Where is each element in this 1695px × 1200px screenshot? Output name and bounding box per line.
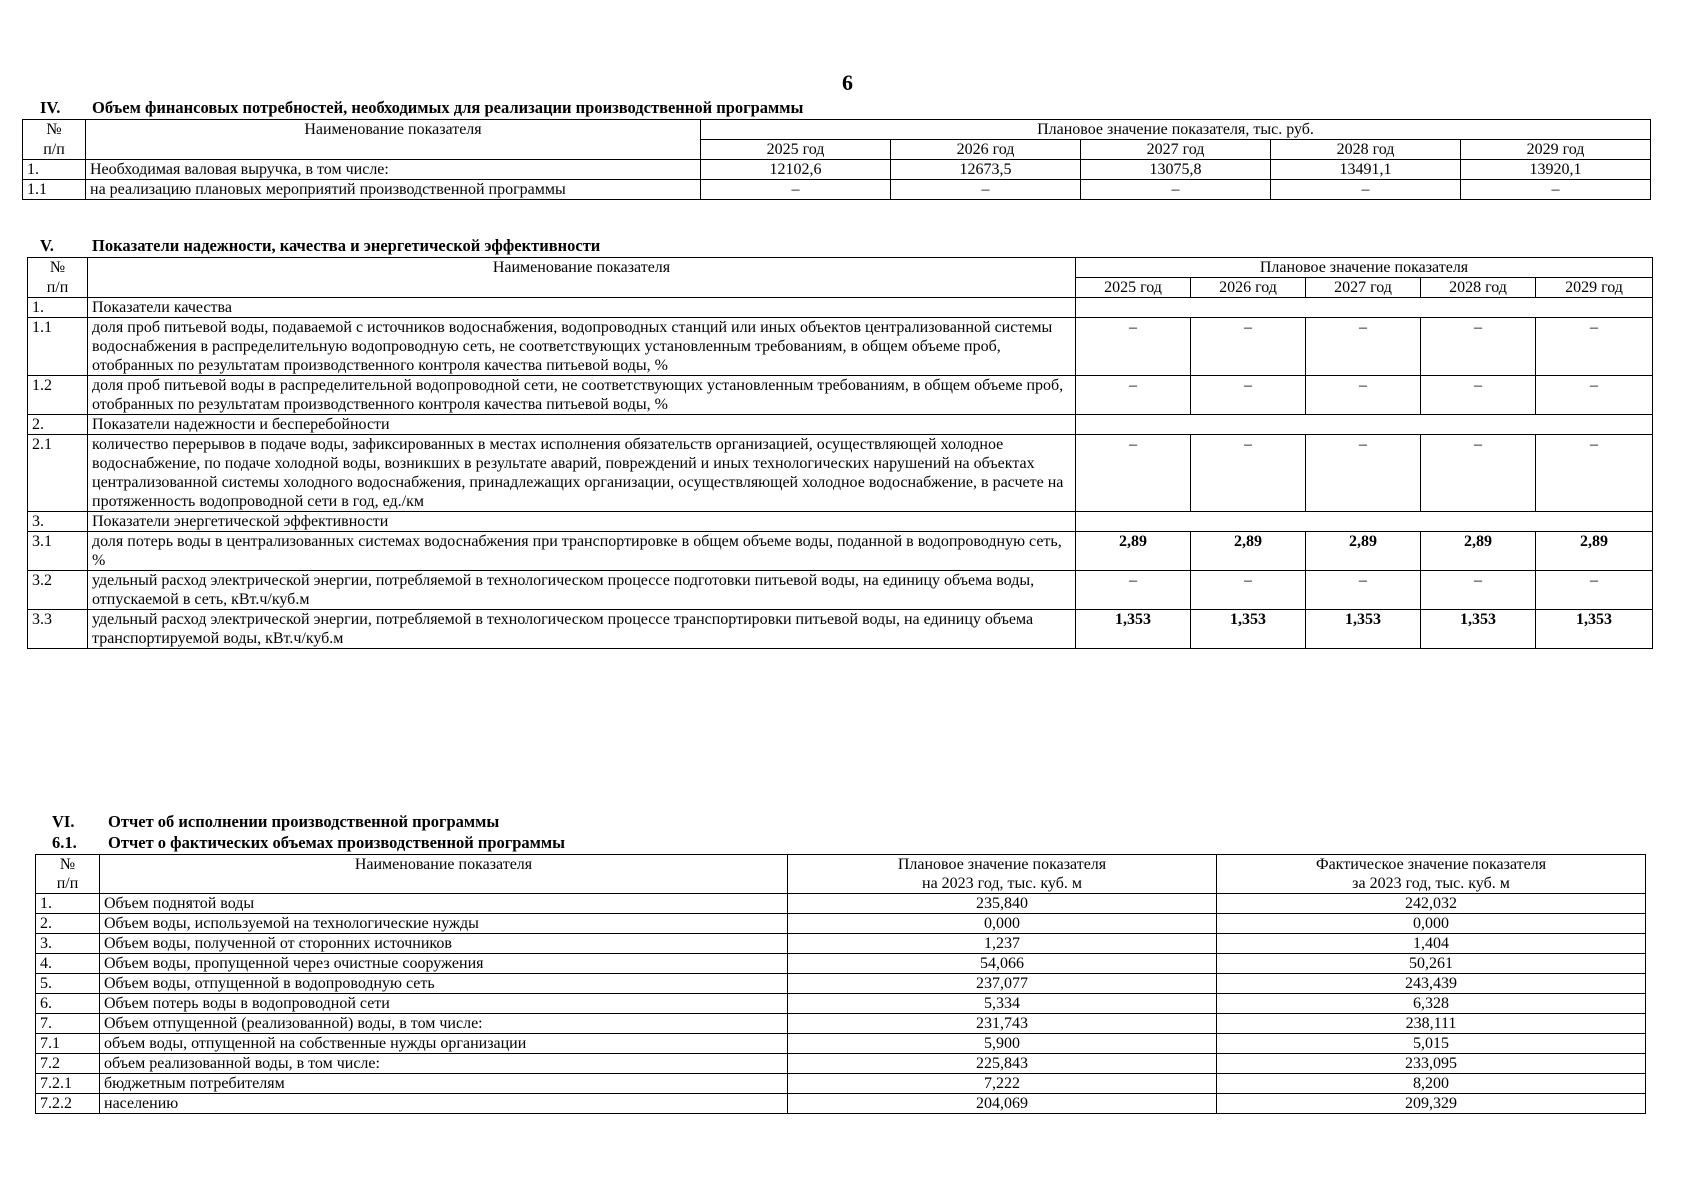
row-value: – — [1191, 435, 1306, 512]
row-value: – — [1306, 318, 1421, 376]
col-number-header: № — [28, 258, 88, 278]
section-6-title: Отчет об исполнении производственной программы — [108, 812, 500, 831]
year-header: 2028 год — [1271, 140, 1461, 160]
year-header: 2025 год — [1076, 278, 1191, 298]
section-6-number: VI. — [52, 812, 75, 831]
row-value: 1,353 — [1421, 610, 1536, 649]
row-number: 1. — [36, 894, 100, 914]
row-value: – — [1076, 376, 1191, 415]
row-plan-value: 235,840 — [788, 894, 1217, 914]
row-number: 3. — [36, 934, 100, 954]
year-header: 2026 год — [891, 140, 1081, 160]
row-name: бюджетным потребителям — [100, 1074, 788, 1094]
row-value: – — [1076, 571, 1191, 610]
row-plan-value: 0,000 — [788, 914, 1217, 934]
table-row — [36, 1094, 1646, 1114]
row-number: 1.1 — [23, 180, 86, 200]
year-header: 2029 год — [1461, 140, 1651, 160]
row-number: 1. — [23, 160, 86, 180]
row-plan-value: 5,334 — [788, 994, 1217, 1014]
row-value: 13920,1 — [1461, 160, 1651, 180]
production-volumes-table — [35, 854, 1646, 1114]
col-plan-header: Плановое значение показателя — [788, 855, 1217, 875]
row-number: 7.1 — [36, 1034, 100, 1054]
table-row — [36, 934, 1646, 954]
row-number: 7.2 — [36, 1054, 100, 1074]
col-number-header-2: п/п — [28, 278, 88, 298]
row-value: – — [1536, 435, 1653, 512]
col-name-header: Наименование показателя — [86, 120, 701, 160]
row-number: 1.1 — [28, 318, 88, 376]
year-header: 2027 год — [1081, 140, 1271, 160]
table-row — [36, 1034, 1646, 1054]
row-number: 5. — [36, 974, 100, 994]
section-4-heading — [40, 98, 803, 118]
row-number: 2. — [36, 914, 100, 934]
section-6-1-title: Отчет о фактических объемах производственной программы — [108, 833, 566, 852]
row-number: 2. — [28, 415, 88, 435]
row-name: Необходимая валовая выручка, в том числе: — [86, 160, 701, 180]
row-number: 7.2.1 — [36, 1074, 100, 1094]
row-value: 13075,8 — [1081, 160, 1271, 180]
row-plan-value: 231,743 — [788, 1014, 1217, 1034]
row-value: 1,353 — [1306, 610, 1421, 649]
row-number: 7.2.2 — [36, 1094, 100, 1114]
row-name: Объем воды, полученной от сторонних источников — [100, 934, 788, 954]
row-fact-value: 233,095 — [1217, 1054, 1646, 1074]
table-row — [36, 1014, 1646, 1034]
table-row — [28, 376, 1653, 415]
empty-cell — [1076, 415, 1653, 435]
row-plan-value: 7,222 — [788, 1074, 1217, 1094]
row-number: 3.3 — [28, 610, 88, 649]
year-header: 2026 год — [1191, 278, 1306, 298]
row-name: Показатели качества — [88, 298, 1076, 318]
empty-cell — [1076, 512, 1653, 532]
row-value: 2,89 — [1536, 532, 1653, 571]
row-plan-value: 237,077 — [788, 974, 1217, 994]
row-name: доля проб питьевой воды в распределительной водопроводной сети, не соответствующих установленным требованиям, в общем объеме проб, отобранных по результатам производственного контроля качества питьевой воды, % — [88, 376, 1076, 415]
row-name: Объем отпущенной (реализованной) воды, в том числе: — [100, 1014, 788, 1034]
row-value: – — [701, 180, 891, 200]
col-plan-header: Плановое значение показателя, тыс. руб. — [701, 120, 1651, 140]
row-fact-value: 209,329 — [1217, 1094, 1646, 1114]
row-name: Показатели надежности и бесперебойности — [88, 415, 1076, 435]
row-plan-value: 225,843 — [788, 1054, 1217, 1074]
row-value: – — [1191, 318, 1306, 376]
row-value: 2,89 — [1306, 532, 1421, 571]
row-plan-value: 5,900 — [788, 1034, 1217, 1054]
row-value: – — [1076, 435, 1191, 512]
group-row — [28, 512, 1653, 532]
col-plan-header: Плановое значение показателя — [1076, 258, 1653, 278]
row-fact-value: 6,328 — [1217, 994, 1646, 1014]
table-row — [28, 435, 1653, 512]
page-number: 6 — [842, 70, 853, 95]
row-name: удельный расход электрической энергии, потребляемой в технологическом процессе транспортировки питьевой воды, на единицу объема транспортируемой воды, кВт.ч/куб.м — [88, 610, 1076, 649]
col-name-header: Наименование показателя — [88, 258, 1076, 298]
row-fact-value: 243,439 — [1217, 974, 1646, 994]
row-name: удельный расход электрической энергии, потребляемой в технологическом процессе подготовки питьевой воды, на единицу объема воды, отпускаемой в сеть, кВт.ч/куб.м — [88, 571, 1076, 610]
col-name-header: Наименование показателя — [100, 855, 788, 875]
table-row — [23, 180, 1651, 200]
row-value: – — [1191, 376, 1306, 415]
table-row — [36, 914, 1646, 934]
row-value: – — [1536, 318, 1653, 376]
row-value: – — [1421, 318, 1536, 376]
year-header: 2028 год — [1421, 278, 1536, 298]
row-value: – — [1421, 435, 1536, 512]
table-row — [28, 532, 1653, 571]
row-number: 4. — [36, 954, 100, 974]
table-row — [36, 894, 1646, 914]
row-name: объем воды, отпущенной на собственные нужды организации — [100, 1034, 788, 1054]
row-number: 7. — [36, 1014, 100, 1034]
table-row — [28, 610, 1653, 649]
row-name: Объем воды, пропущенной через очистные сооружения — [100, 954, 788, 974]
reliability-quality-table — [27, 257, 1653, 649]
row-number: 3.1 — [28, 532, 88, 571]
row-fact-value: 5,015 — [1217, 1034, 1646, 1054]
col-number-header-2: п/п — [36, 874, 100, 894]
row-fact-value: 242,032 — [1217, 894, 1646, 914]
section-6-heading — [52, 812, 499, 832]
row-value: – — [1421, 571, 1536, 610]
section-6-1-number: 6.1. — [52, 833, 77, 852]
table-row — [36, 954, 1646, 974]
row-value: 12673,5 — [891, 160, 1081, 180]
row-value: – — [1191, 571, 1306, 610]
row-value: 2,89 — [1191, 532, 1306, 571]
col-plan-header-2: на 2023 год, тыс. куб. м — [788, 874, 1217, 894]
row-value: 1,353 — [1076, 610, 1191, 649]
row-number: 6. — [36, 994, 100, 1014]
table-row — [36, 1054, 1646, 1074]
row-name: Объем потерь воды в водопроводной сети — [100, 994, 788, 1014]
row-value: 12102,6 — [701, 160, 891, 180]
row-value: – — [1081, 180, 1271, 200]
row-plan-value: 54,066 — [788, 954, 1217, 974]
col-number-header: № — [23, 120, 86, 140]
table-row — [36, 1074, 1646, 1094]
col-number-header-2: п/п — [23, 140, 86, 160]
group-row — [28, 298, 1653, 318]
year-header: 2029 год — [1536, 278, 1653, 298]
row-value: – — [1536, 571, 1653, 610]
row-fact-value: 238,111 — [1217, 1014, 1646, 1034]
row-value: – — [1461, 180, 1651, 200]
row-fact-value: 1,404 — [1217, 934, 1646, 954]
year-header: 2025 год — [701, 140, 891, 160]
row-number: 3.2 — [28, 571, 88, 610]
group-row — [28, 415, 1653, 435]
row-value: – — [1306, 435, 1421, 512]
row-plan-value: 204,069 — [788, 1094, 1217, 1114]
table-row — [28, 571, 1653, 610]
section-5-title: Показатели надежности, качества и энергетической эффективности — [92, 236, 601, 255]
row-name: Объем воды, используемой на технологические нужды — [100, 914, 788, 934]
year-header: 2027 год — [1306, 278, 1421, 298]
row-name: объем реализованной воды, в том числе: — [100, 1054, 788, 1074]
row-value: – — [1271, 180, 1461, 200]
row-name: населению — [100, 1094, 788, 1114]
row-name: Объем поднятой воды — [100, 894, 788, 914]
row-fact-value: 8,200 — [1217, 1074, 1646, 1094]
row-name: Показатели энергетической эффективности — [88, 512, 1076, 532]
row-value: 13491,1 — [1271, 160, 1461, 180]
row-number: 2.1 — [28, 435, 88, 512]
row-value: 2,89 — [1421, 532, 1536, 571]
row-value: 1,353 — [1191, 610, 1306, 649]
section-5-number: V. — [40, 236, 54, 255]
row-name: на реализацию плановых мероприятий производственной программы — [86, 180, 701, 200]
row-value: – — [1076, 318, 1191, 376]
col-fact-header: Фактическое значение показателя — [1217, 855, 1646, 875]
section-4-title: Объем финансовых потребностей, необходимых для реализации производственной программы — [92, 98, 804, 117]
row-value: – — [1421, 376, 1536, 415]
row-value: – — [1306, 571, 1421, 610]
row-name: доля проб питьевой воды, подаваемой с источников водоснабжения, водопроводных станций или иных объектов централизованной системы водоснабжения в распределительную водопроводную сеть, не соответствующих установленным требованиям, в общем объеме проб, отобранных по результатам производственного контроля качества питьевой воды, % — [88, 318, 1076, 376]
row-name: Объем воды, отпущенной в водопроводную сеть — [100, 974, 788, 994]
table-row — [36, 994, 1646, 1014]
empty-cell — [1076, 298, 1653, 318]
row-value: – — [1306, 376, 1421, 415]
section-4-number: IV. — [40, 98, 61, 117]
table-row — [28, 318, 1653, 376]
row-fact-value: 0,000 — [1217, 914, 1646, 934]
financial-needs-table — [22, 119, 1651, 200]
section-6-1-heading — [52, 833, 565, 853]
row-number: 1.2 — [28, 376, 88, 415]
empty-cell — [100, 874, 788, 894]
row-name: количество перерывов в подаче воды, зафиксированных в местах исполнения обязательств организацией, осуществляющей холодное водоснабжение, по подаче холодной воды, возникших в результате аварий, повреждений и иных технологических нарушений на объектах централизованной системы холодного водоснабжения, принадлежащих организации, осуществляющей холодное водоснабжение, в расчете на протяженность водопроводной сети в год, ед./км — [88, 435, 1076, 512]
row-number: 3. — [28, 512, 88, 532]
row-name: доля потерь воды в централизованных системах водоснабжения при транспортировке в общем объеме воды, поданной в водопроводную сеть, % — [88, 532, 1076, 571]
section-5-heading — [40, 236, 600, 256]
table-row — [36, 974, 1646, 994]
row-value: – — [891, 180, 1081, 200]
row-plan-value: 1,237 — [788, 934, 1217, 954]
row-fact-value: 50,261 — [1217, 954, 1646, 974]
table-row — [23, 160, 1651, 180]
col-number-header: № — [36, 855, 100, 875]
row-value: 1,353 — [1536, 610, 1653, 649]
row-value: – — [1536, 376, 1653, 415]
row-number: 1. — [28, 298, 88, 318]
col-fact-header-2: за 2023 год, тыс. куб. м — [1217, 874, 1646, 894]
row-value: 2,89 — [1076, 532, 1191, 571]
